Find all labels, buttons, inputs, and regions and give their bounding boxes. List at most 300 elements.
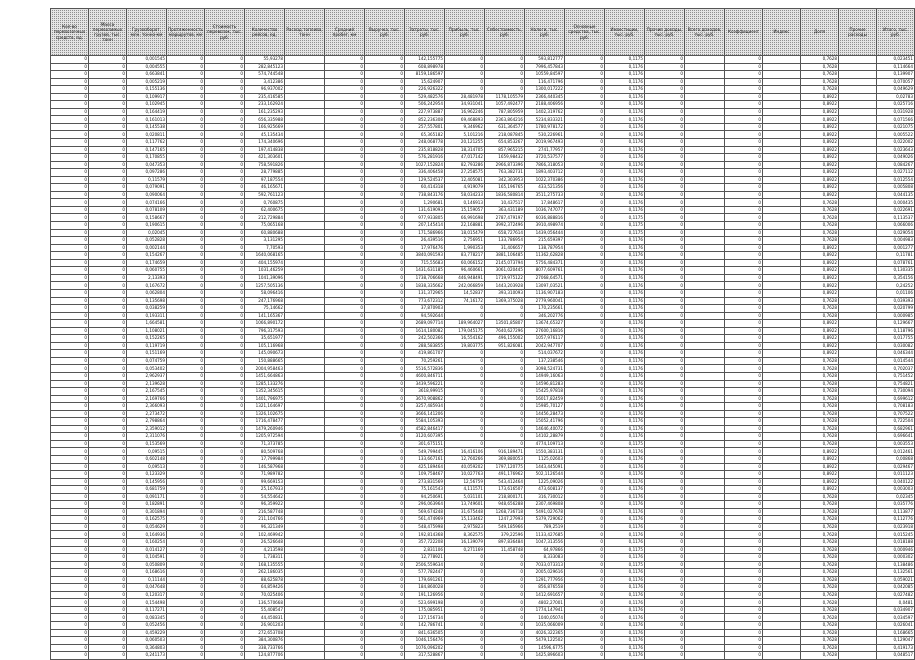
table-cell: 179,045175 <box>445 327 485 335</box>
table-cell: 0 <box>167 93 205 101</box>
table-cell <box>839 395 877 403</box>
table-cell: 0,000985 <box>877 312 915 320</box>
table-cell: 0 <box>51 523 89 531</box>
table-cell <box>763 599 801 607</box>
table-cell: 0 <box>445 554 485 562</box>
table-cell: 0,7628 <box>801 629 839 637</box>
table-cell: 0 <box>325 433 365 441</box>
table-cell: 0,11781 <box>877 252 915 260</box>
table-cell: 0,7628 <box>801 395 839 403</box>
table-cell: 0 <box>565 252 605 260</box>
table-cell: 272,653708 <box>245 629 285 637</box>
table-cell: 0 <box>365 501 405 509</box>
table-cell <box>285 403 325 411</box>
table-cell: 0 <box>51 214 89 222</box>
table-cell: 0,034597 <box>877 614 915 622</box>
table-cell: 1247,27993 <box>485 516 525 524</box>
table-cell: 0 <box>565 116 605 124</box>
table-cell: 211,104766 <box>245 516 285 524</box>
table-cell: 0,117271 <box>127 606 167 614</box>
table-cell: 0 <box>205 86 245 94</box>
table-cell: 0 <box>167 146 205 154</box>
table-cell: 179,691261 <box>405 576 445 584</box>
table-cell: 0,160254 <box>127 539 167 547</box>
table-cell <box>763 259 801 267</box>
table-cell: 0,022691 <box>877 206 915 214</box>
table-cell: 0 <box>725 274 763 282</box>
table-cell: 0 <box>725 599 763 607</box>
table-cell <box>839 108 877 116</box>
table-cell: 0 <box>565 342 605 350</box>
table-cell <box>685 395 725 403</box>
table-cell: 242,502366 <box>405 335 445 343</box>
table-cell <box>763 501 801 509</box>
table-cell <box>685 108 725 116</box>
table-row <box>51 305 915 313</box>
table-row <box>51 252 915 260</box>
table-cell: 0,1176 <box>605 576 645 584</box>
table-cell: 60,066152 <box>445 259 485 267</box>
table-cell: 0 <box>167 531 205 539</box>
table-cell <box>685 455 725 463</box>
table-cell: 0 <box>485 576 525 584</box>
table-cell: 0 <box>167 380 205 388</box>
table-cell: 0 <box>645 108 685 116</box>
table-cell: 0 <box>89 169 127 177</box>
table-cell: 0 <box>205 214 245 222</box>
table-cell: 165,196765 <box>485 184 525 192</box>
table-cell: 4,111571 <box>445 486 485 494</box>
table-cell: 207,145414 <box>405 222 445 230</box>
table-cell: 0 <box>365 614 405 622</box>
table-cell: 0 <box>565 357 605 365</box>
table-cell <box>685 418 725 426</box>
table-cell: 0 <box>565 78 605 86</box>
table-row <box>51 493 915 501</box>
table-cell: 3910,498974 <box>525 222 565 230</box>
table-cell: 0 <box>89 637 127 645</box>
table-cell: 0 <box>167 591 205 599</box>
table-cell: 530,226961 <box>525 131 565 139</box>
table-cell: 129,524537 <box>405 176 445 184</box>
table-row <box>51 267 915 275</box>
table-cell: 262,186035 <box>245 569 285 577</box>
table-cell: 0 <box>565 214 605 222</box>
table-row <box>51 327 915 335</box>
table-row <box>51 350 915 358</box>
table-cell: 0 <box>725 554 763 562</box>
table-cell: 0 <box>485 71 525 79</box>
table-cell: 0 <box>645 569 685 577</box>
table-cell <box>285 395 325 403</box>
table-cell: 0 <box>325 418 365 426</box>
table-cell: 0,8922 <box>801 486 839 494</box>
table-cell: 0 <box>205 93 245 101</box>
table-cell: 0 <box>167 372 205 380</box>
table-cell: 0,1176 <box>605 184 645 192</box>
table-cell: 0 <box>325 455 365 463</box>
table-cell: 0 <box>167 425 205 433</box>
table-cell: 0 <box>725 312 763 320</box>
table-cell <box>763 274 801 282</box>
table-cell: 0 <box>167 561 205 569</box>
table-cell: 0,000302 <box>877 554 915 562</box>
table-cell: 0,730094 <box>877 388 915 396</box>
table-cell: 0,1176 <box>605 523 645 531</box>
table-cell <box>839 229 877 237</box>
table-cell: 0 <box>365 335 405 343</box>
table-cell: 0,8922 <box>801 191 839 199</box>
table-cell: 0 <box>445 569 485 577</box>
table-cell: 109,758467 <box>405 471 445 479</box>
table-cell <box>685 486 725 494</box>
table-cell: 0,602148 <box>127 455 167 463</box>
table-cell: 0,241173 <box>127 652 167 660</box>
table-cell: 1047,313556 <box>525 539 565 547</box>
table-cell: 0 <box>645 206 685 214</box>
table-cell: 0 <box>89 493 127 501</box>
table-cell <box>839 388 877 396</box>
table-cell: 0 <box>325 199 365 207</box>
table-cell: 0 <box>365 176 405 184</box>
table-cell: 0,8922 <box>801 161 839 169</box>
table-cell: 0 <box>645 289 685 297</box>
table-cell: 1640,068165 <box>245 252 285 260</box>
table-cell <box>839 463 877 471</box>
table-cell: 543,412464 <box>485 478 525 486</box>
table-cell: 0 <box>645 599 685 607</box>
table-cell <box>839 584 877 592</box>
table-cell: 212,729884 <box>245 214 285 222</box>
table-cell <box>763 176 801 184</box>
table-cell <box>839 305 877 313</box>
table-cell: 28,481978 <box>445 93 485 101</box>
table-cell <box>685 63 725 71</box>
table-cell: 0 <box>51 305 89 313</box>
table-cell: 0 <box>325 599 365 607</box>
table-cell: 0 <box>365 342 405 350</box>
table-cell: 0 <box>645 614 685 622</box>
table-cell: 0 <box>365 425 405 433</box>
table-row <box>51 335 915 343</box>
table-cell: 0,078761 <box>877 259 915 267</box>
table-cell: 0 <box>167 606 205 614</box>
table-cell: 0 <box>205 471 245 479</box>
table-cell: 0 <box>51 403 89 411</box>
table-cell: 1369,375028 <box>485 297 525 305</box>
table-cell: 0 <box>325 591 365 599</box>
table-cell <box>839 614 877 622</box>
table-cell: 0,8922 <box>801 335 839 343</box>
table-cell: 0 <box>51 622 89 630</box>
table-cell: 0 <box>645 305 685 313</box>
table-cell <box>763 531 801 539</box>
table-cell: 0,1176 <box>605 305 645 313</box>
table-cell: 0 <box>167 78 205 86</box>
table-cell: 0,7628 <box>801 56 839 64</box>
table-cell: 0 <box>325 508 365 516</box>
table-cell: 82,793286 <box>445 161 485 169</box>
table-row <box>51 229 915 237</box>
table-cell: 3666,141206 <box>405 410 445 418</box>
table-cell: 0 <box>205 365 245 373</box>
table-cell: 0 <box>325 274 365 282</box>
table-cell: 0 <box>725 501 763 509</box>
table-cell <box>685 365 725 373</box>
table-cell <box>685 622 725 630</box>
table-cell: 0 <box>89 176 127 184</box>
table-cell: 0,8922 <box>801 448 839 456</box>
table-row <box>51 78 915 86</box>
table-cell: 0,722504 <box>877 418 915 426</box>
table-cell: 0,8922 <box>801 139 839 147</box>
table-cell: 0 <box>51 123 89 131</box>
table-cell: 94,592644 <box>405 312 445 320</box>
table-cell: 0 <box>725 282 763 290</box>
table-cell: 0 <box>205 237 245 245</box>
table-cell: 0 <box>51 418 89 426</box>
table-cell: 133,667161 <box>405 455 445 463</box>
table-cell: 0 <box>51 297 89 305</box>
table-cell <box>685 644 725 652</box>
table-cell: 0 <box>167 395 205 403</box>
table-cell: 0,7628 <box>801 365 839 373</box>
table-cell: 0 <box>167 169 205 177</box>
table-cell: 3098,524731 <box>525 365 565 373</box>
table-cell: 174,340696 <box>245 139 285 147</box>
table-cell: 60,414318 <box>405 184 445 192</box>
table-cell <box>285 418 325 426</box>
table-cell: 0 <box>325 357 365 365</box>
table-cell <box>285 448 325 456</box>
table-row <box>51 131 915 139</box>
table-cell <box>763 191 801 199</box>
table-cell: 0 <box>89 546 127 554</box>
table-cell: 0 <box>167 448 205 456</box>
table-cell: 1205,972594 <box>245 433 285 441</box>
table-cell: 0 <box>725 448 763 456</box>
table-cell: 0 <box>485 372 525 380</box>
table-cell <box>763 606 801 614</box>
table-cell: 0,021075 <box>877 123 915 131</box>
table-cell: 0,048517 <box>877 652 915 660</box>
table-cell: 0 <box>725 425 763 433</box>
table-cell: 0 <box>325 471 365 479</box>
table-cell: 3992,372496 <box>485 222 525 230</box>
table-cell: 0 <box>445 629 485 637</box>
table-cell: 419,861707 <box>405 350 445 358</box>
table-cell: 54,554642 <box>245 493 285 501</box>
table-cell: 0 <box>167 516 205 524</box>
table-cell: 0 <box>645 259 685 267</box>
table-cell: 0 <box>51 327 89 335</box>
table-cell: 0 <box>365 139 405 147</box>
table-cell <box>685 410 725 418</box>
table-cell <box>685 116 725 124</box>
table-cell: 346,202776 <box>525 312 565 320</box>
table-cell: 0,7628 <box>801 357 839 365</box>
table-cell: 0 <box>205 622 245 630</box>
table-cell: 574,744548 <box>245 71 285 79</box>
table-cell: 0,7628 <box>801 584 839 592</box>
table-cell: 0 <box>205 63 245 71</box>
table-cell: 226,926322 <box>405 86 445 94</box>
table-cell: 0,1176 <box>605 312 645 320</box>
table-cell: 96,460661 <box>445 267 485 275</box>
table-cell: 0,130335 <box>877 267 915 275</box>
table-cell: 1291,777956 <box>525 576 565 584</box>
table-cell: 0 <box>725 259 763 267</box>
table-cell: 0,1176 <box>605 93 645 101</box>
table-cell: 273,831569 <box>405 478 445 486</box>
table-cell <box>839 342 877 350</box>
table-cell: 0,7628 <box>801 644 839 652</box>
table-cell <box>685 425 725 433</box>
table-cell: 4,919079 <box>445 184 485 192</box>
table-cell: 0 <box>325 259 365 267</box>
table-cell: 0 <box>205 131 245 139</box>
table-cell: 0 <box>89 516 127 524</box>
table-cell <box>839 274 877 282</box>
table-cell: 0,7628 <box>801 63 839 71</box>
table-cell <box>763 372 801 380</box>
table-cell <box>763 569 801 577</box>
table-cell: 0 <box>365 433 405 441</box>
table-cell: 10,437517 <box>485 199 525 207</box>
table-cell: 0 <box>645 365 685 373</box>
table-cell: 138,787954 <box>525 244 565 252</box>
table-cell <box>685 357 725 365</box>
table-cell: 0 <box>565 237 605 245</box>
table-cell: 4582,846417 <box>405 425 445 433</box>
table-cell: 0,7628 <box>801 561 839 569</box>
table-row <box>51 169 915 177</box>
table-cell: 116,471796 <box>525 78 565 86</box>
table-cell: 0,7628 <box>801 546 839 554</box>
table-cell: 0 <box>167 86 205 94</box>
table-cell <box>685 123 725 131</box>
table-cell: 0 <box>205 433 245 441</box>
table-cell: 296,063964 <box>405 501 445 509</box>
table-cell: 1035,066009 <box>525 622 565 630</box>
table-cell: 0 <box>645 455 685 463</box>
table-cell <box>763 222 801 230</box>
table-cell: 0 <box>325 531 365 539</box>
table-cell: 0,1176 <box>605 146 645 154</box>
table-row <box>51 93 915 101</box>
table-cell: 0 <box>645 501 685 509</box>
table-cell <box>839 131 877 139</box>
table-cell <box>763 327 801 335</box>
column-header: Количество рейсов, ед. <box>245 9 285 56</box>
table-cell: 0,097286 <box>127 169 167 177</box>
table-cell: 0,1176 <box>605 455 645 463</box>
table-cell: 0 <box>89 410 127 418</box>
table-cell: 0,09513 <box>127 463 167 471</box>
table-cell: 0 <box>89 259 127 267</box>
table-cell: 0 <box>325 206 365 214</box>
table-cell: 0 <box>89 56 127 64</box>
table-cell: 1425,896603 <box>525 652 565 660</box>
table-cell: 0 <box>167 222 205 230</box>
table-cell: 16017,82459 <box>525 395 565 403</box>
table-cell: 0 <box>725 237 763 245</box>
table-cell: 0 <box>445 78 485 86</box>
table-cell: 0,8922 <box>801 252 839 260</box>
table-cell <box>285 78 325 86</box>
table-cell: 15,133462 <box>445 516 485 524</box>
table-cell: 0 <box>167 320 205 328</box>
table-row <box>51 531 915 539</box>
table-cell <box>285 365 325 373</box>
table-cell <box>839 123 877 131</box>
table-cell: 1036,747077 <box>525 206 565 214</box>
table-cell: 0,1176 <box>605 486 645 494</box>
table-cell: 0 <box>725 652 763 660</box>
table-cell: 0,1176 <box>605 644 645 652</box>
table-cell: 0 <box>725 191 763 199</box>
table-cell: 0 <box>167 312 205 320</box>
table-cell <box>685 440 725 448</box>
table-cell <box>685 471 725 479</box>
table-cell: 0 <box>325 289 365 297</box>
table-cell: 0 <box>325 365 365 373</box>
table-cell: 5234,833321 <box>525 116 565 124</box>
table-cell: 1780,978172 <box>525 123 565 131</box>
table-cell: 0 <box>725 252 763 260</box>
table-cell: 0 <box>645 267 685 275</box>
table-cell: 0 <box>325 629 365 637</box>
table-cell <box>685 576 725 584</box>
table-cell: 16,962246 <box>445 108 485 116</box>
table-cell: 2779,960041 <box>525 297 565 305</box>
table-cell <box>285 206 325 214</box>
table-cell: 0,091171 <box>127 493 167 501</box>
table-cell: 0 <box>51 388 89 396</box>
table-cell <box>839 222 877 230</box>
table-cell: 1268,736718 <box>485 508 525 516</box>
table-cell: 0 <box>725 455 763 463</box>
table-cell <box>839 206 877 214</box>
table-cell: 0 <box>645 372 685 380</box>
table-cell <box>763 418 801 426</box>
table-cell: 14646,40072 <box>525 425 565 433</box>
table-cell: 0 <box>89 78 127 86</box>
table-cell: 0 <box>51 637 89 645</box>
table-cell: 0,052456 <box>127 622 167 630</box>
table-cell: 7640,627296 <box>485 327 525 335</box>
table-cell: 0,02345 <box>877 493 915 501</box>
table-row <box>51 471 915 479</box>
table-row <box>51 425 915 433</box>
table-cell: 0 <box>325 169 365 177</box>
table-cell: 0 <box>205 531 245 539</box>
table-cell: 0 <box>485 554 525 562</box>
table-cell: 0 <box>365 471 405 479</box>
table-cell: 0 <box>51 554 89 562</box>
table-cell <box>685 448 725 456</box>
table-cell <box>285 546 325 554</box>
table-cell: 0,167672 <box>127 282 167 290</box>
table-cell: 0,1176 <box>605 206 645 214</box>
table-cell: 0,084267 <box>877 161 915 169</box>
table-cell: 0 <box>365 93 405 101</box>
table-cell: 0 <box>485 56 525 64</box>
table-cell: 0 <box>565 259 605 267</box>
table-cell: 0 <box>485 584 525 592</box>
table-cell: 0,7628 <box>801 297 839 305</box>
table-cell: 0 <box>445 418 485 426</box>
